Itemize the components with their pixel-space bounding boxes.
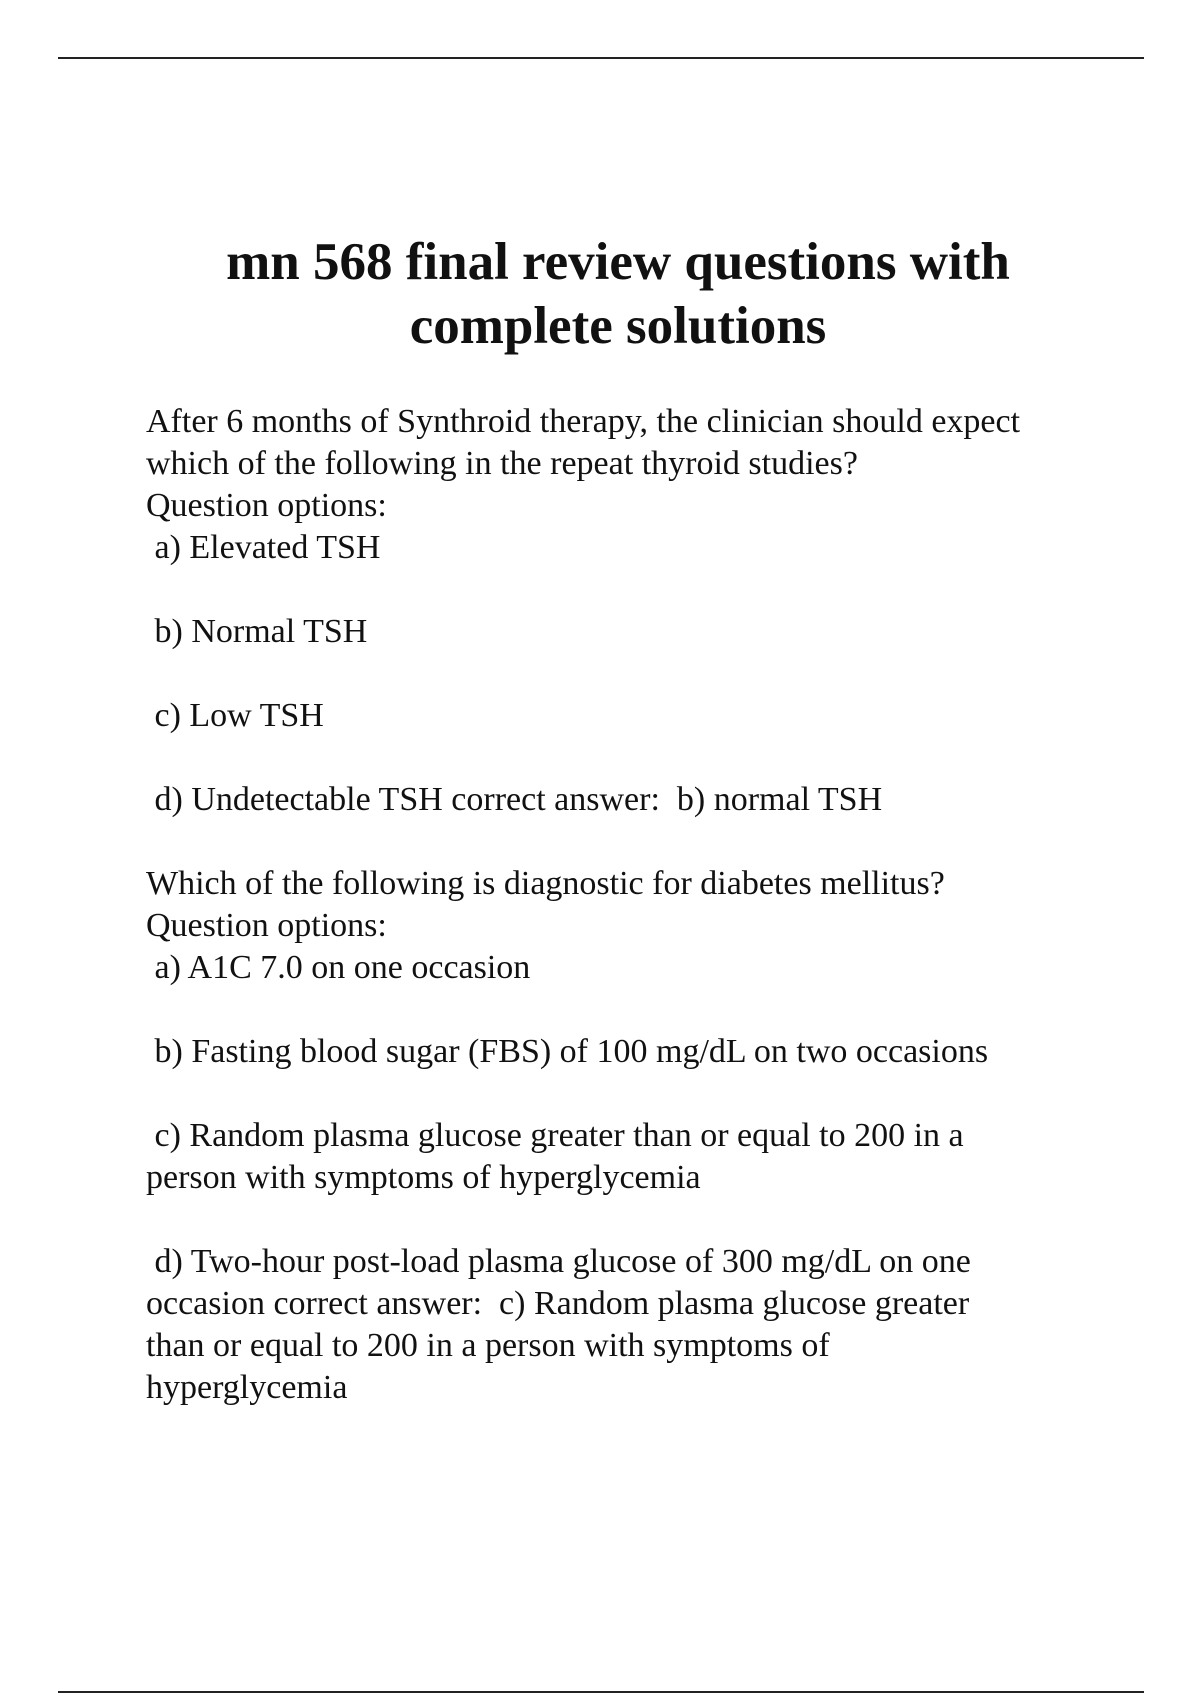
option-b: b) Normal TSH	[146, 613, 368, 650]
spacer	[146, 737, 1146, 779]
spacer	[146, 653, 1146, 695]
option-d-with-answer: hyperglycemia	[146, 1369, 348, 1406]
top-divider	[58, 57, 1144, 59]
question-1	[146, 401, 1146, 821]
option-c: c) Low TSH	[146, 697, 324, 734]
page-title	[0, 230, 1200, 358]
spacer	[146, 989, 1146, 1031]
options-label: Question options:	[146, 907, 387, 944]
document-body	[146, 401, 1146, 1409]
question-stem: which of the following in the repeat thyroid studies?	[146, 445, 858, 482]
option-b: b) Fasting blood sugar (FBS) of 100 mg/dL on two occasions	[146, 1033, 989, 1070]
question-stem: Which of the following is diagnostic for diabetes mellitus?	[146, 865, 945, 902]
option-a: a) Elevated TSH	[146, 529, 381, 566]
option-d-with-answer: d) Two-hour post-load plasma glucose of 300 mg/dL on one	[146, 1243, 971, 1280]
question-stem: After 6 months of Synthroid therapy, the clinician should expect	[146, 403, 1021, 440]
option-a: a) A1C 7.0 on one occasion	[146, 949, 531, 986]
options-label: Question options:	[146, 487, 387, 524]
bottom-divider	[58, 1691, 1144, 1693]
question-2	[146, 863, 1146, 1409]
option-c: person with symptoms of hyperglycemia	[146, 1159, 701, 1196]
option-d-with-answer: than or equal to 200 in a person with symptoms of	[146, 1327, 830, 1364]
spacer	[146, 1073, 1146, 1115]
spacer	[146, 569, 1146, 611]
option-d-with-answer: occasion correct answer: c) Random plasma glucose greater	[146, 1285, 970, 1322]
title-line-1: mn 568 final review questions with	[226, 233, 1010, 291]
spacer	[146, 821, 1146, 863]
spacer	[146, 1199, 1146, 1241]
option-c: c) Random plasma glucose greater than or equal to 200 in a	[146, 1117, 964, 1154]
title-line-2: complete solutions	[409, 297, 827, 355]
option-d-with-answer: d) Undetectable TSH correct answer: b) normal TSH	[146, 781, 883, 818]
